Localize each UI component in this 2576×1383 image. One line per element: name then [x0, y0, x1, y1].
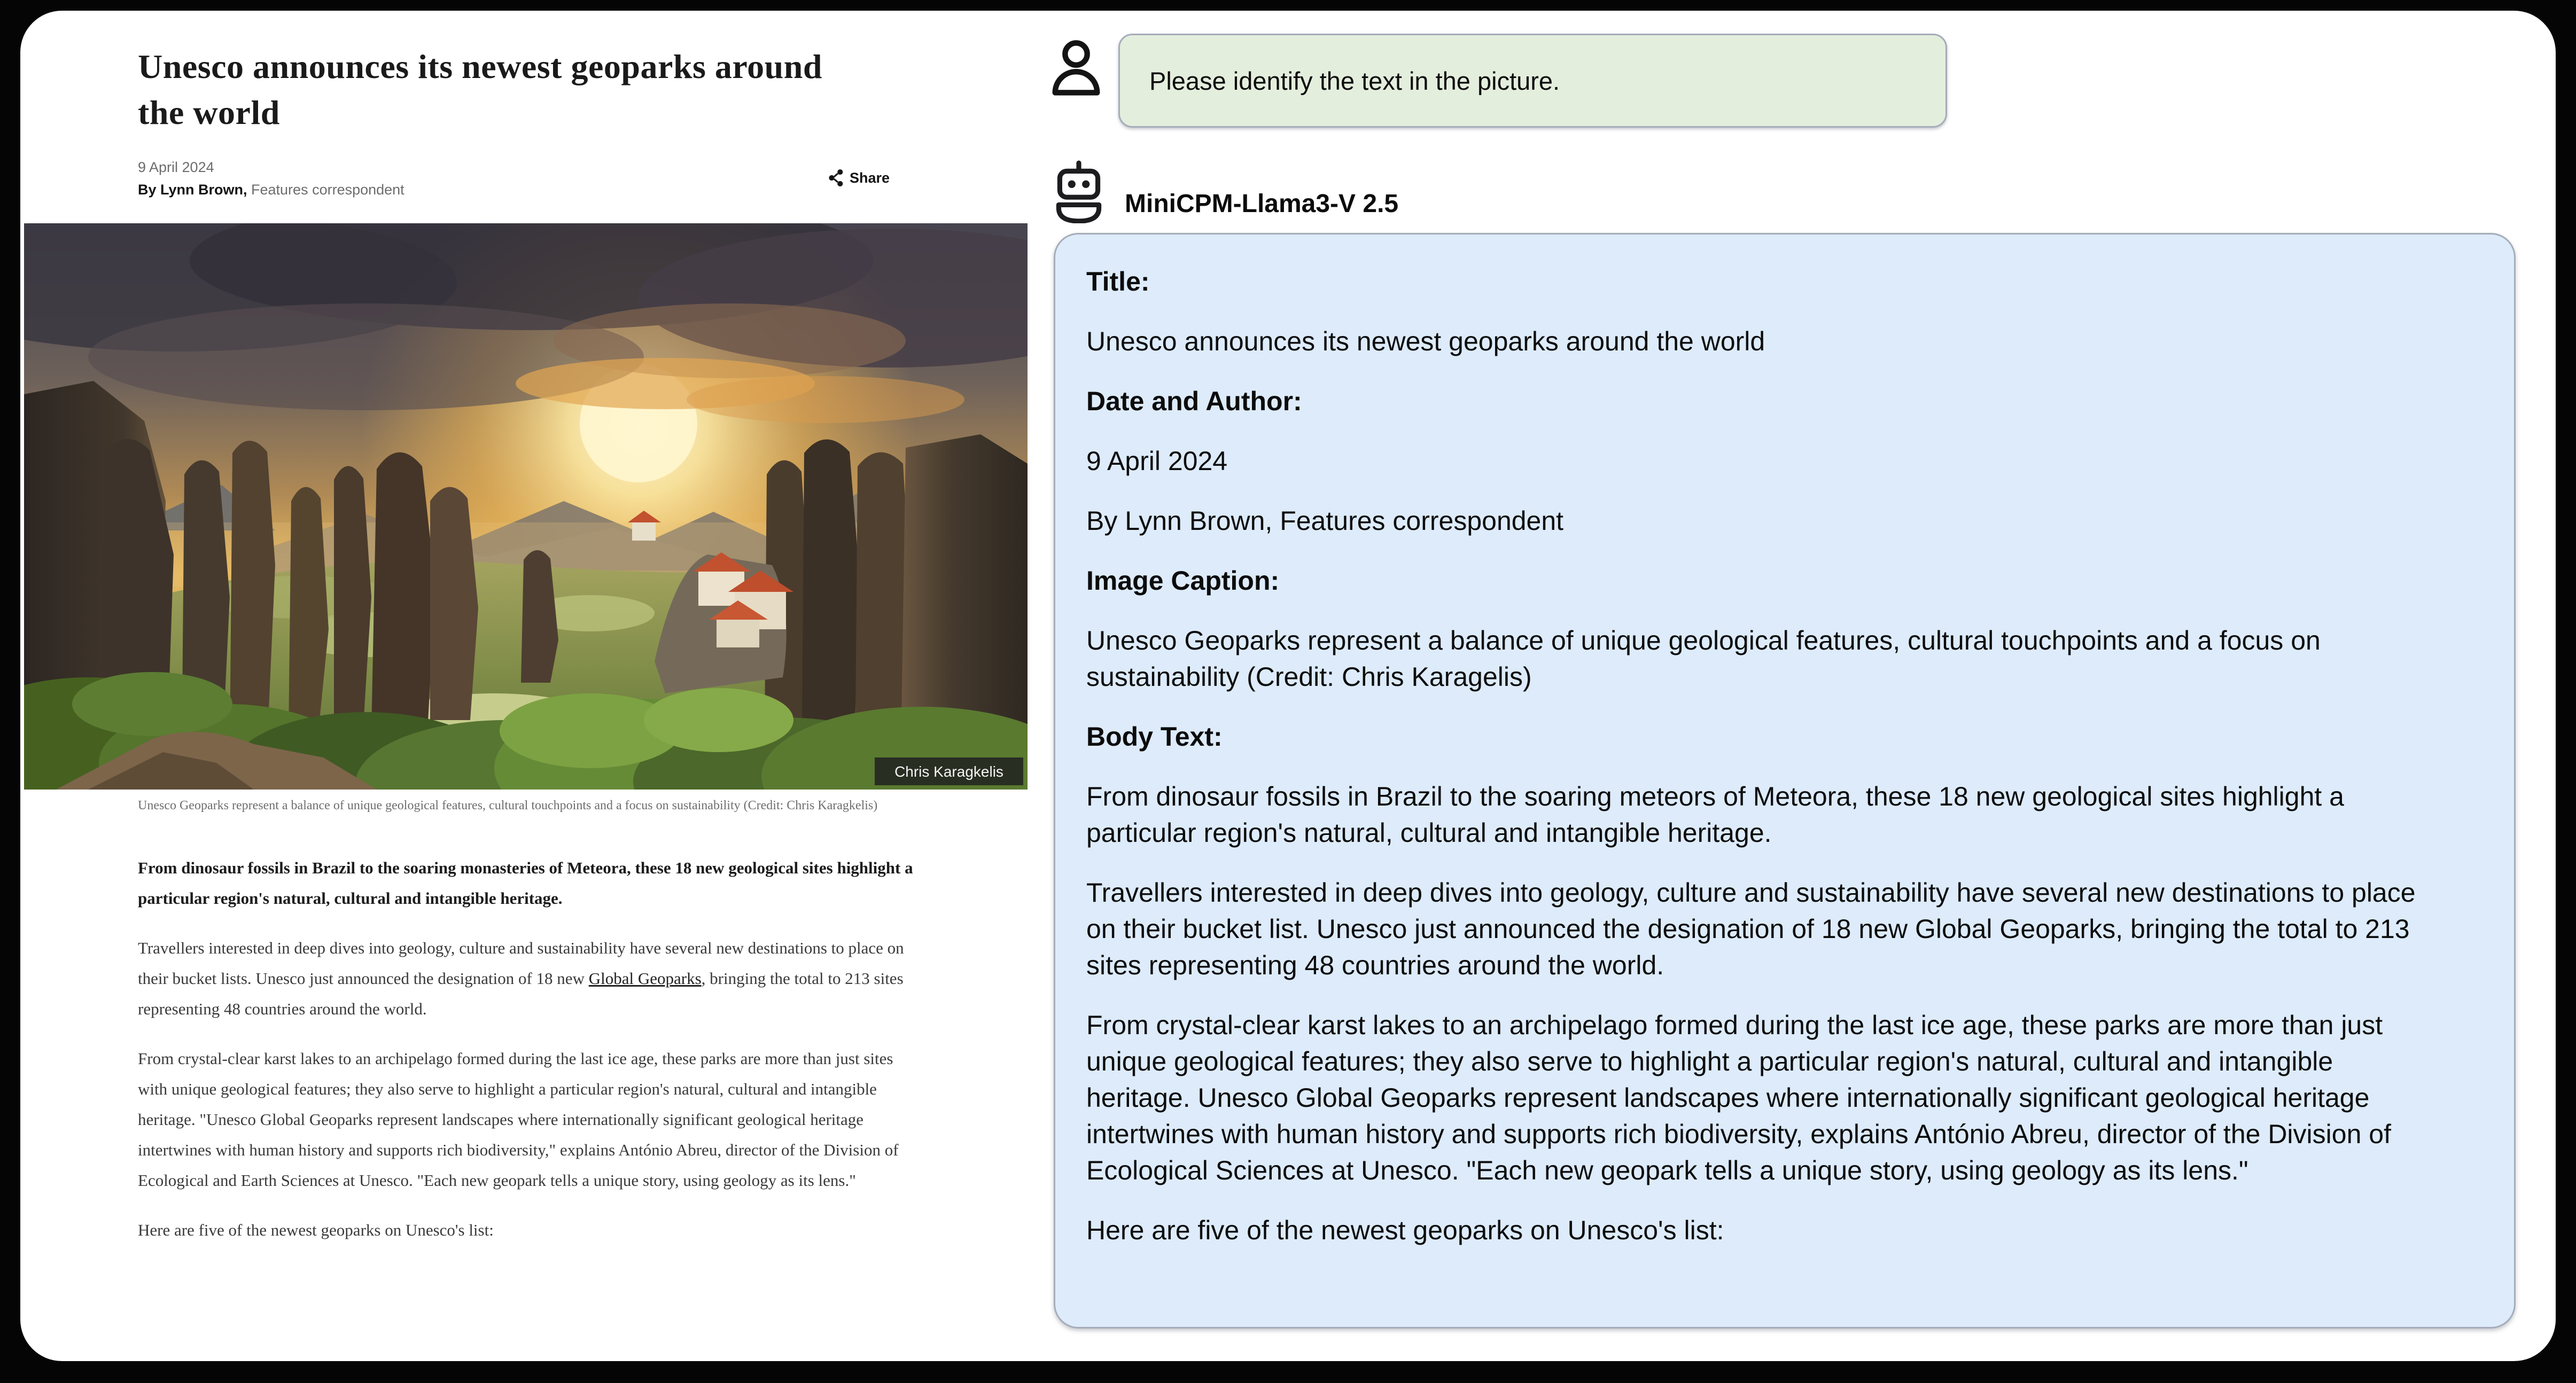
robot-icon	[1052, 159, 1106, 223]
article-paragraph	[138, 933, 915, 1024]
response-section-heading: Image Caption:	[1086, 566, 1280, 596]
response-paragraph: From dinosaur fossils in Brazil to the soaring meteors of Meteora, these 18 new geological sites highlight a particular region's natural, cultural and intangible heritage.	[1086, 782, 2344, 848]
response-section-heading: Body Text:	[1086, 722, 1223, 752]
article-paragraph: From crystal-clear karst lakes to an archipelago formed during the last ice age, these parks are more than just sites with unique geological features; they also serve to highlight a particular region's natural, cultural and intangible heritage. "Unesco Global Geoparks represent landscapes where internationally significant geological heritage intertwines with human history and supports rich biodiversity," explains António Abreu, director of the Division of Ecological and Earth Sciences at Unesco. "Each new geopark tells a unique story, using geology as its lens."	[138, 1049, 899, 1190]
photo-caption: Unesco Geoparks represent a balance of unique geological features, cultural touchpoints and a focus on sustainability (Credit: Chris Karagkelis)	[138, 799, 878, 812]
model-response-bubble	[1054, 233, 2516, 1329]
article-photo	[24, 223, 1028, 790]
response-section-heading: Title:	[1086, 267, 1150, 296]
article-photo-illustration	[24, 223, 1028, 790]
response-section-heading: Date and Author:	[1086, 386, 1302, 416]
response-paragraph: Unesco announces its newest geoparks around the world	[1086, 326, 1765, 356]
byline-role: Features correspondent	[247, 182, 404, 198]
response-paragraph: From crystal-clear karst lakes to an archipelago formed during the last ice age, these parks are more than just unique geological features; they also serve to highlight a particular region's natural, cultural and intangible heritage. Unesco Global Geoparks represent landscapes where internationally significant geological heritage intertwines with human history and supports rich biodiversity, explains António Abreu, director of the Division of Ecological Sciences at Unesco. "Each new geopark tells a unique story, using geology as its lens."	[1086, 1010, 2391, 1185]
response-paragraph: Unesco Geoparks represent a balance of unique geological features, cultural touchpoints and a focus on sustainability (Credit: Chris Karagelis)	[1086, 626, 2321, 692]
app-window	[20, 11, 2556, 1361]
share-icon	[828, 169, 844, 187]
share-label: Share	[850, 169, 890, 186]
photo-credit: Chris Karagkelis	[894, 763, 1003, 780]
global-geoparks-link[interactable]: Global Geoparks	[588, 969, 702, 988]
model-response-content	[1055, 235, 2422, 1248]
article-title: Unesco announces its newest geoparks around the world	[138, 48, 822, 131]
user-message-bubble	[1118, 34, 1947, 128]
article-date: 9 April 2024	[138, 159, 214, 175]
paragraph-text: Travellers interested in deep dives into geology, culture and sustainability have several new destinations to place on their bucket lists. Unesco just announced the designation of 18 new	[138, 939, 904, 988]
model-name: MiniCPM-Llama3-V 2.5	[1125, 190, 1399, 218]
user-icon	[1048, 36, 1104, 101]
share-button[interactable]	[828, 169, 890, 187]
byline-author: By Lynn Brown,	[138, 182, 247, 198]
user-message-text: Please identify the text in the picture.	[1149, 66, 1560, 95]
response-paragraph: Travellers interested in deep dives into geology, culture and sustainability have several new destinations to place on their bucket list. Unesco just announced the designation of 18 new Global Geoparks, bringing the total to 213 sites representing 48 countries around the world.	[1086, 878, 2416, 980]
response-paragraph: 9 April 2024	[1086, 446, 1228, 476]
article-closing-line: Here are five of the newest geoparks on Unesco's list:	[138, 1221, 494, 1239]
article-body	[138, 853, 915, 1264]
paragraph-text: , bringing the total to 213 sites representing 48 countries around the world.	[138, 969, 904, 1018]
article-lede: From dinosaur fossils in Brazil to the soaring monasteries of Meteora, these 18 new geological sites highlight a particular region's natural, cultural and intangible heritage.	[138, 858, 913, 908]
article-byline	[138, 182, 404, 198]
response-paragraph: Here are five of the newest geoparks on Unesco's list:	[1086, 1215, 1724, 1245]
response-paragraph: By Lynn Brown, Features correspondent	[1086, 506, 1564, 536]
